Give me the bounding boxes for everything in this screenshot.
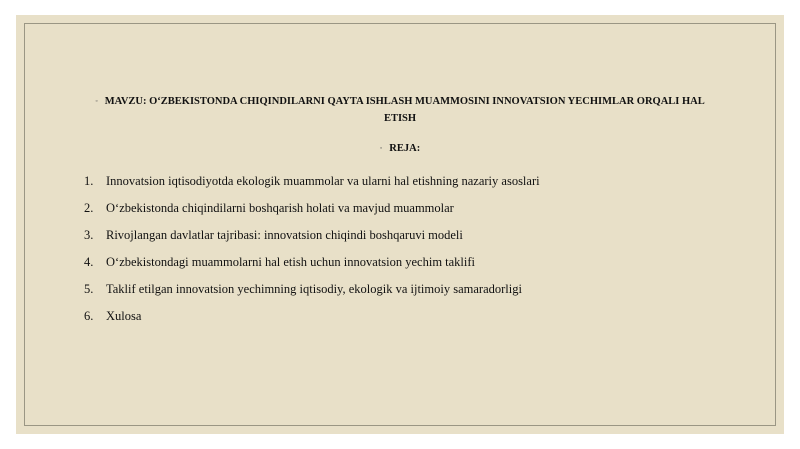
plan-item-5 — [84, 279, 540, 306]
plan-item-4 — [84, 252, 540, 279]
plan-item-1 — [84, 171, 540, 198]
plan-item-text: Xulosa — [106, 309, 142, 323]
plan-item-number: 5. — [84, 282, 94, 296]
plan-item-text: Taklif etilgan innovatsion yechimning iqtisodiy, ekologik va ijtimoiy samaradorligi — [106, 282, 522, 296]
plan-item-text: O‘zbekistonda chiqindilarni boshqarish holati va mavjud muammolar — [106, 201, 454, 215]
plan-item-2 — [84, 198, 540, 225]
plan-item-text: O‘zbekistondagi muammolarni hal etish uchun innovatsion yechim taklifi — [106, 255, 476, 269]
topic-title-line-2: ETISH — [383, 113, 417, 124]
plan-heading — [16, 142, 784, 156]
plan-item-number: 1. — [84, 174, 94, 188]
plan-item-text: Rivojlangan davlatlar tajribasi: innovatsion chiqindi boshqaruvi modeli — [106, 228, 463, 242]
plan-item-number: 4. — [84, 255, 94, 269]
plan-item-6 — [84, 306, 540, 333]
plan-list — [84, 171, 540, 333]
topic-title-text: MAVZU: O‘ZBEKISTONDA CHIQINDILARNI QAYTA ISHLASH MUAMMOSINI INNOVATSION YECHIMLAR ORQALI HAL — [104, 96, 705, 107]
plan-heading-text: REJA: — [389, 143, 421, 154]
plan-item-3 — [84, 225, 540, 252]
hollow-bullet-icon: ◦ — [95, 97, 98, 105]
plan-item-number: 3. — [84, 228, 94, 242]
plan-item-text: Innovatsion iqtisodiyotda ekologik muammolar va ularni hal etishning nazariy asoslari — [106, 174, 540, 188]
topic-title-line-1 — [16, 95, 784, 109]
plan-item-number: 6. — [84, 309, 94, 323]
hollow-bullet-icon: ◦ — [379, 144, 383, 152]
slide — [16, 15, 784, 434]
plan-item-number: 2. — [84, 201, 94, 215]
